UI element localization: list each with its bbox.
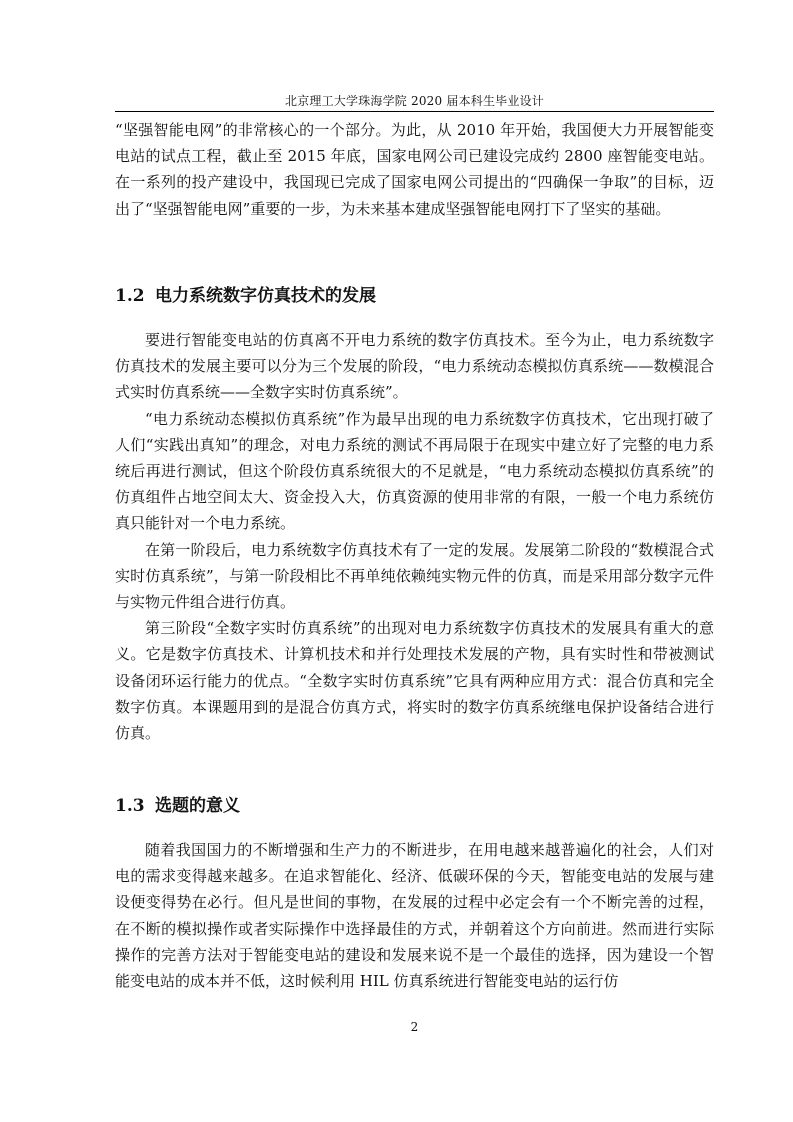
page-number: 2 [410, 1020, 419, 1034]
body-paragraph: 要进行智能变电站的仿真离不开电力系统的数字仿真技术。至今为止，电力系统数字仿真技术的发展主要可以分为三个发展的阶段，“电力系统动态模拟仿真系统——数模混合式实时仿真系统——全数字实时仿真系统”。 [115, 331, 714, 402]
section-heading-1-2 [115, 284, 714, 308]
section-1-3-body [115, 837, 714, 994]
section-heading-1-3 [115, 794, 714, 818]
header-rule [115, 111, 714, 112]
section-1-2-body [115, 327, 714, 746]
body-paragraph: 在第一阶段后，电力系统数字仿真技术有了一定的发展。发展第二阶段的“数模混合式实时仿真系统”，与第一阶段相比不再单纯依赖纯实物元件的仿真，而是采用部分数字元件与实物元件组合进行仿真。 [115, 540, 714, 612]
body-paragraph: 第三阶段“全数字实时仿真系统”的出现对电力系统数字仿真技术的发展具有重大的意义。它是数字仿真技术、计算机技术和并行处理技术发展的产物，具有实时性和带被测试设备闭环运行能力的优点。“全数字实时仿真系统”它具有两种应用方式：混合仿真和完全数字仿真。本课题用到的是混合仿真方式，将实时的数字仿真系统继电保护设备结合进行仿真。 [115, 619, 714, 743]
intro-block [115, 117, 714, 222]
section-title: 电力系统数字仿真技术的发展 [155, 286, 376, 306]
intro-paragraph: “坚强智能电网”的非常核心的一个部分。为此，从 2010 年开始，我国便大力开展智能变电站的试点工程，截止至 2015 年底，国家电网公司已建设完成约 2800 座智能变电站。在一系列的投产建设中，我国现已完成了国家电网公司提出的“四确保一争取”的目标，迈出了“坚强智能电网”重要的一步，为未来基本建成坚强智能电网打下了坚实的基础。 [115, 121, 714, 218]
body-paragraph: “电力系统动态模拟仿真系统”作为最早出现的电力系统数字仿真技术，它出现打破了人们“实践出真知”的理念，对电力系统的测试不再局限于在现实中建立好了完整的电力系统后再进行测试，但这个阶段仿真系统很大的不足就是，“电力系统动态模拟仿真系统”的仿真组件占地空间太大、资金投入大，仿真资源的使用非常的有限，一般一个电力系统仿真只能针对一个电力系统。 [115, 409, 714, 533]
page-header: 北京理工大学珠海学院 2020 届本科生毕业设计 [285, 94, 544, 108]
section-title: 选题的意义 [155, 796, 240, 816]
body-paragraph: 随着我国国力的不断增强和生产力的不断进步，在用电越来越普遍化的社会，人们对电的需求变得越来越多。在追求智能化、经济、低碳环保的今天，智能变电站的发展与建设便变得势在必行。但凡是世间的事物，在发展的过程中必定会有一个不断完善的过程，在不断的模拟操作或者实际操作中选择最佳的方式，并朝着这个方向前进。然而进行实际操作的完善方法对于智能变电站的建设和发展来说不是一个最佳的选择，因为建设一个智能变电站的成本并不低，这时候利用 HIL 仿真系统进行智能变电站的运行仿 [115, 841, 714, 991]
section-number: 1.2 [115, 286, 145, 306]
section-number: 1.3 [115, 796, 145, 816]
